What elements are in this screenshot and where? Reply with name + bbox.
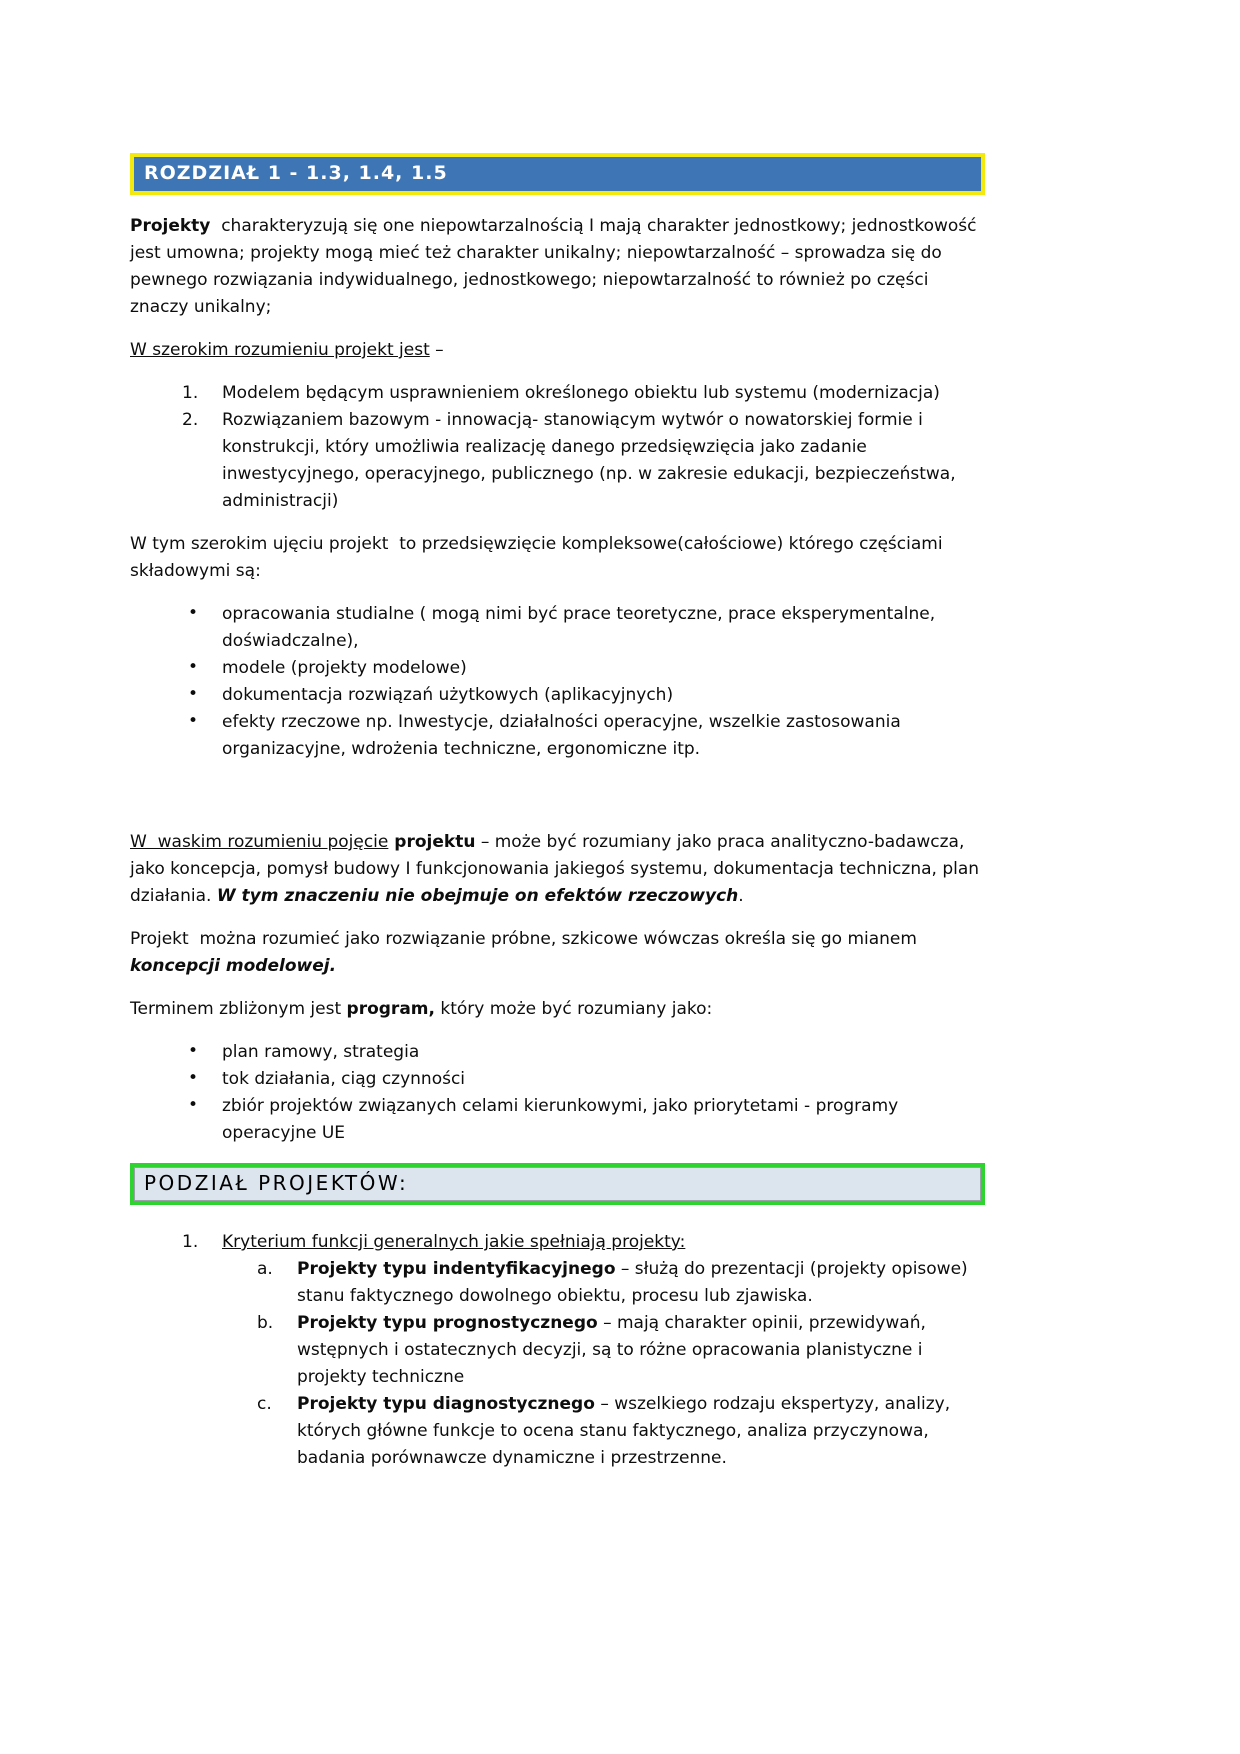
criteria-subitem-c-text: – wszelkiego rodzaju ekspertyzy, analizy, których główne funkcje to ocena stanu faktycznego, analiza przyczynowa, badania porównawcze dynamiczne i przestrzenne.	[297, 1394, 956, 1468]
intro-paragraph	[130, 213, 985, 321]
components-item-2: • modele (projekty modelowe)	[188, 655, 985, 682]
broad-sense-item-2: Rozwiązaniem bazowym - innowacją- stanowiącym wytwór o nowatorskiej formie i konstrukcji, który umożliwia realizację danego przedsięwzięcia jako zadanie inwestycyjnego, operacyjnego, publicznego (np. w zakresie edukacji, bezpieczeństwa, administracji)	[222, 410, 962, 511]
broad-sense-list	[130, 380, 985, 515]
narrow-sense-paragraph	[130, 829, 985, 910]
program-lead: Terminem zbliżonym jest	[130, 999, 347, 1019]
narrow-sense-tail: .	[738, 886, 744, 906]
criteria-sublist	[222, 1256, 985, 1472]
criteria-subitem-c-bold: Projekty typu diagnostycznego	[297, 1394, 595, 1414]
components-bullet-list	[130, 601, 985, 763]
criteria-list	[130, 1229, 985, 1472]
narrow-sense-middle: – może być rozumiany jako praca analityczno-badawcza, jako koncepcja, pomysł budowy I funkcjonowania jakiegoś systemu, dokumentacja techniczna, plan działania.	[130, 832, 985, 906]
chapter-banner-text: ROZDZIAŁ 1 - 1.3, 1.4, 1.5	[144, 162, 448, 184]
broad-sense-item-1: Modelem będącym usprawnieniem określonego obiektu lub systemu (modernizacja)	[222, 383, 940, 403]
criteria-subitem-b	[257, 1310, 985, 1391]
criteria-subitem-a-bold: Projekty typu indentyfikacyjnego	[297, 1259, 616, 1279]
chapter-banner	[130, 153, 985, 195]
narrow-sense-bold: projektu	[388, 832, 476, 852]
broad-sense-heading-dash: –	[429, 340, 444, 360]
criteria-subitem-b-bold: Projekty typu prognostycznego	[297, 1313, 598, 1333]
sketch-bold-italic: koncepcji modelowej.	[130, 956, 337, 976]
program-bullet-list	[130, 1039, 985, 1147]
program-tail: który może być rozumiany jako:	[434, 999, 713, 1019]
division-banner-text: PODZIAŁ PROJEKTÓW:	[144, 1171, 409, 1195]
program-paragraph	[130, 996, 985, 1023]
criteria-item	[182, 1229, 985, 1472]
program-item-1: • plan ramowy, strategia	[188, 1039, 985, 1066]
components-item-1: • opracowania studialne ( mogą nimi być prace teoretyczne, prace eksperymentalne, doświadczalne),	[188, 601, 985, 655]
intro-body-text: charakteryzują się one niepowtarzalnością I mają charakter jednostkowy; jednostkowość jest umowna; projekty mogą mieć też charakter unikalny; niepowtarzalność – sprowadza się do pewnego rozwiązania indywidualnego, jednostkowego; niepowtarzalność to również po części znaczy unikalny;	[130, 216, 982, 317]
program-bold: program,	[346, 999, 435, 1019]
criteria-heading	[222, 1229, 985, 1256]
criteria-subitem-a	[257, 1256, 985, 1310]
document-content	[130, 153, 985, 1472]
sketch-paragraph	[130, 926, 985, 980]
criteria-subitem-b-text: – mają charakter opinii, przewidywań, wstępnych i ostatecznych decyzji, są to różne opracowania planistyczne i projekty techniczne	[297, 1313, 932, 1387]
program-item-2: • tok działania, ciąg czynności	[188, 1066, 985, 1093]
components-item-3: • dokumentacja rozwiązań użytkowych (aplikacyjnych)	[188, 682, 985, 709]
broad-view-paragraph: W tym szerokim ujęciu projekt to przedsięwzięcie kompleksowe(całościowe) którego częściami składowymi są:	[130, 534, 948, 581]
intro-lead-bold: Projekty	[130, 216, 211, 236]
division-banner	[130, 1163, 985, 1205]
broad-sense-heading-underlined: W szerokim rozumieniu projekt jest	[130, 340, 430, 360]
narrow-sense-bold-italic: W tym znaczeniu nie obejmuje on efektów rzeczowych	[216, 886, 739, 906]
narrow-sense-underlined: W waskim rozumieniu pojęcie	[130, 832, 389, 852]
components-item-4: • efekty rzeczowe np. Inwestycje, działalności operacyjne, wszelkie zastosowania organizacyjne, wdrożenia techniczne, ergonomiczne itp.	[188, 709, 985, 763]
criteria-subitem-c	[257, 1391, 985, 1472]
criteria-subitem-a-text: – służą do prezentacji (projekty opisowe) stanu faktycznego dowolnego obiektu, procesu lub zjawiska.	[297, 1259, 974, 1306]
broad-sense-heading	[130, 337, 985, 364]
criteria-heading-underlined: Kryterium funkcji generalnych jakie spełniają projekty:	[222, 1232, 686, 1252]
sketch-lead: Projekt można rozumieć jako rozwiązanie próbne, szkicowe wówczas określa się go mianem	[130, 929, 923, 949]
program-item-3: • zbiór projektów związanych celami kierunkowymi, jako priorytetami - programy operacyjne UE	[188, 1093, 985, 1147]
